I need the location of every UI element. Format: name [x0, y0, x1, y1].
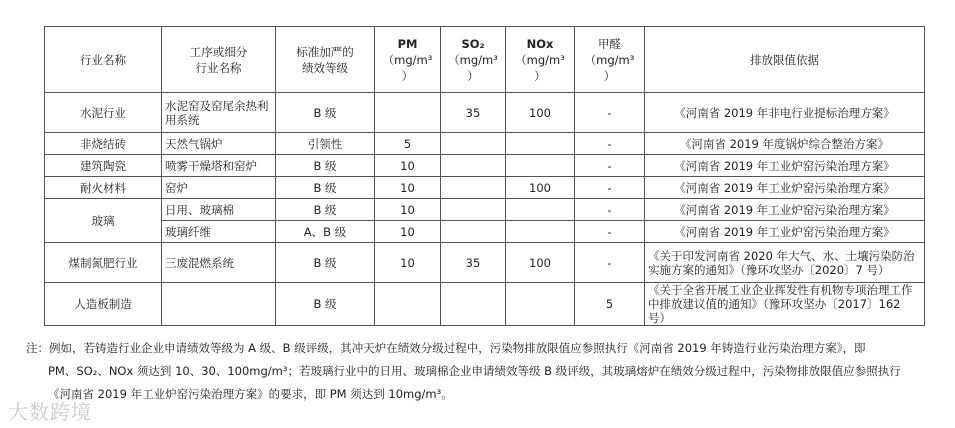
- header-industry: 行业名称: [45, 27, 162, 93]
- cell-hcho: -: [575, 133, 645, 155]
- table-note-line-2: PM、SO₂、NOx 须达到 10、30、100mg/m³；若玻璃行业中的日用、玻璃棉企业申请绩效等级 B 级评级，其玻璃熔炉在绩效分级过程中，污染物排放限值应参照执行: [48, 364, 901, 378]
- cell-grade: B 级: [276, 243, 375, 283]
- cell-so2: [441, 155, 506, 177]
- cell-basis: 《河南省 2019 年工业炉窑污染治理方案》: [645, 155, 925, 177]
- cell-pm: 10: [375, 155, 441, 177]
- cell-industry: 人造板制造: [45, 283, 162, 326]
- cell-nox: [506, 133, 575, 155]
- header-nox: NOx （mg/m³ ）: [506, 27, 575, 93]
- cell-process: 窑炉: [162, 177, 276, 199]
- cell-hcho: -: [575, 155, 645, 177]
- cell-so2: [441, 133, 506, 155]
- cell-pm: 5: [375, 133, 441, 155]
- header-grade: 标准加严的 绩效等级: [276, 27, 375, 93]
- cell-hcho: -: [575, 199, 645, 221]
- cell-process: 喷雾干燥塔和窑炉: [162, 155, 276, 177]
- cell-process: 日用、玻璃棉: [162, 199, 276, 221]
- cell-pm: [375, 283, 441, 326]
- header-pm: PM （mg/m³ ）: [375, 27, 441, 93]
- cell-grade: 引领性: [276, 133, 375, 155]
- cell-basis: 《河南省 2019 年工业炉窑污染治理方案》: [645, 221, 925, 243]
- table-note-line-3: 《河南省 2019 年工业炉窑污染治理方案》的要求，即 PM 须达到 10mg/m³。: [48, 387, 453, 401]
- cell-nox: [506, 221, 575, 243]
- table-row: [45, 133, 925, 155]
- cell-process: [162, 283, 276, 326]
- cell-basis: 《河南省 2019 年非电行业提标治理方案》: [645, 93, 925, 133]
- table-row: [45, 221, 925, 243]
- cell-hcho: 5: [575, 283, 645, 326]
- cell-process: 玻璃纤维: [162, 221, 276, 243]
- table-header: [45, 27, 925, 93]
- emission-limits-table: [44, 26, 925, 326]
- cell-industry: 煤制氮肥行业: [45, 243, 162, 283]
- cell-industry: 非烧结砖: [45, 133, 162, 155]
- cell-industry: 建筑陶瓷: [45, 155, 162, 177]
- cell-grade: A、B 级: [276, 221, 375, 243]
- cell-pm: [375, 93, 441, 133]
- cell-so2: [441, 177, 506, 199]
- cell-basis: 《河南省 2019 年工业炉窑污染治理方案》: [645, 177, 925, 199]
- cell-nox: 100: [506, 243, 575, 283]
- cell-hcho: -: [575, 177, 645, 199]
- cell-grade: B 级: [276, 93, 375, 133]
- cell-nox: 100: [506, 177, 575, 199]
- table-row: [45, 199, 925, 221]
- watermark-text: 大数跨境: [8, 400, 92, 424]
- cell-so2: [441, 221, 506, 243]
- cell-industry: 耐火材料: [45, 177, 162, 199]
- table-row: [45, 93, 925, 133]
- cell-process: 水泥窑及窑尾余热利用系统: [162, 93, 276, 133]
- cell-grade: B 级: [276, 283, 375, 326]
- cell-basis: 《河南省 2019 年度锅炉综合整治方案》: [645, 133, 925, 155]
- cell-pm: 10: [375, 177, 441, 199]
- cell-so2: [441, 283, 506, 326]
- cell-basis: 《关于全省开展工业企业挥发性有机物专项治理工作中排放建议值的通知》（豫环攻坚办〔2017〕162 号）: [645, 283, 925, 326]
- cell-so2: [441, 199, 506, 221]
- cell-nox: 100: [506, 93, 575, 133]
- watermark-logo: [8, 396, 92, 425]
- table-row: [45, 283, 925, 326]
- header-hcho: 甲醛 （mg/m³ ）: [575, 27, 645, 93]
- table-row: [45, 155, 925, 177]
- cell-nox: [506, 155, 575, 177]
- cell-basis: 《河南省 2019 年工业炉窑污染治理方案》: [645, 199, 925, 221]
- cell-industry: 玻璃: [45, 199, 162, 243]
- cell-nox: [506, 199, 575, 221]
- cell-pm: 10: [375, 199, 441, 221]
- cell-hcho: -: [575, 243, 645, 283]
- cell-process: 三废混燃系统: [162, 243, 276, 283]
- cell-grade: B 级: [276, 177, 375, 199]
- cell-pm: 10: [375, 243, 441, 283]
- cell-so2: 35: [441, 243, 506, 283]
- table-body: [45, 93, 925, 326]
- table-note-line-1: 注：例如，若铸造行业企业申请绩效等级为 A 级、B 级评级，其冲天炉在绩效分级过程中，污染物排放限值应参照执行《河南省 2019 年铸造行业污染治理方案》，即: [26, 341, 866, 355]
- header-so2: SO₂ （mg/m³ ）: [441, 27, 506, 93]
- header-basis: 排放限值依据: [645, 27, 925, 93]
- cell-nox: [506, 283, 575, 326]
- table-row: [45, 243, 925, 283]
- cell-pm: 10: [375, 221, 441, 243]
- header-process: 工序或细分 行业名称: [162, 27, 276, 93]
- cell-basis: 《关于印发河南省 2020 年大气、水、土壤污染防治实施方案的通知》（豫环攻坚办〔2020〕7 号）: [645, 243, 925, 283]
- cell-so2: 35: [441, 93, 506, 133]
- cell-grade: B 级: [276, 155, 375, 177]
- cell-industry: 水泥行业: [45, 93, 162, 133]
- cell-process: 天然气锅炉: [162, 133, 276, 155]
- table-row: [45, 177, 925, 199]
- cell-hcho: -: [575, 221, 645, 243]
- cell-grade: B 级: [276, 199, 375, 221]
- cell-hcho: -: [575, 93, 645, 133]
